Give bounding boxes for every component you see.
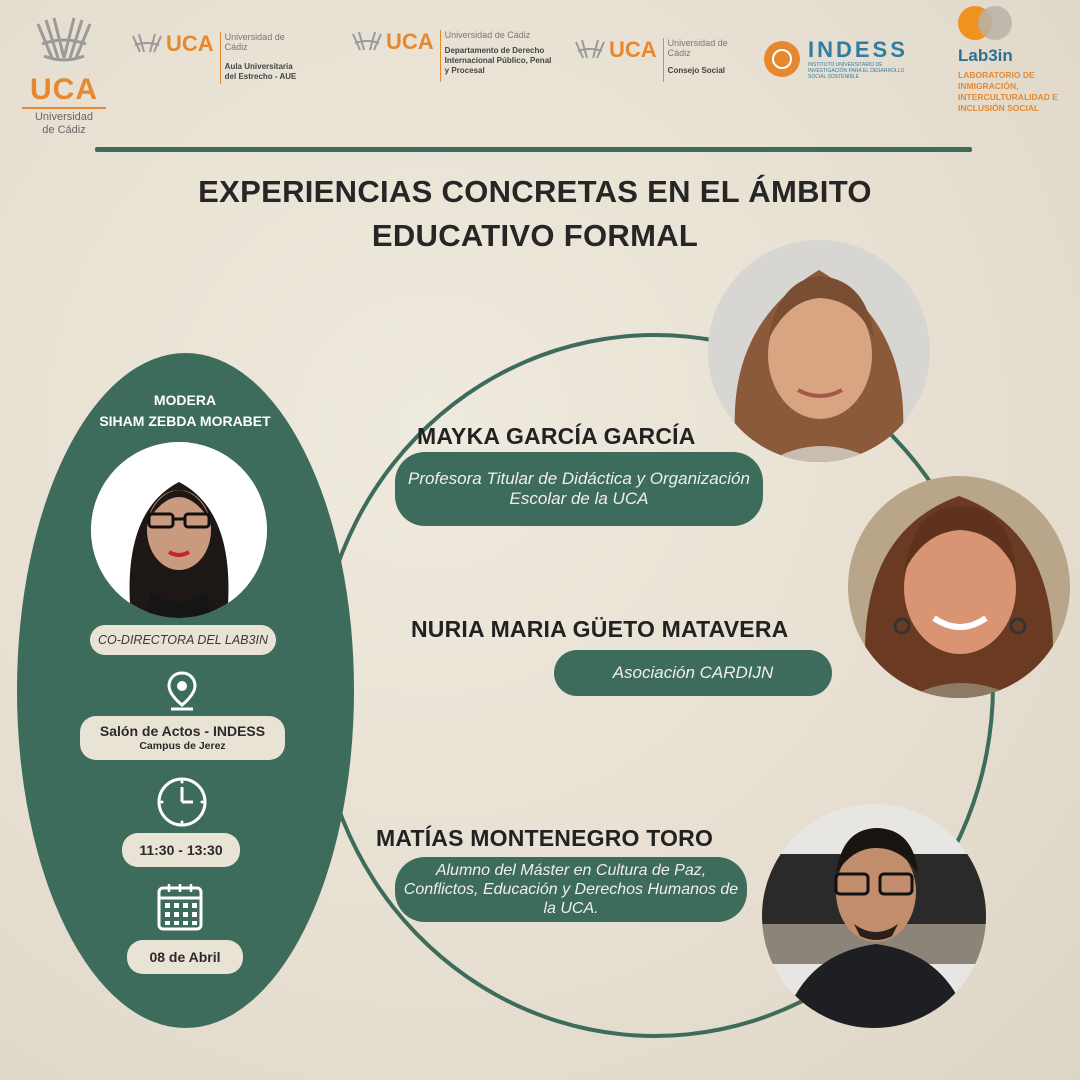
speaker-2-portrait-icon [848,476,1070,698]
uca-sub-1: Universidad [34,111,94,123]
speaker-1-role: Profesora Titular de Didáctica y Organización Escolar de la UCA [395,452,763,526]
moderator-role-badge: CO-DIRECTORA DEL LAB3IN [90,625,276,655]
uca-wordmark: UCA [166,31,214,56]
uca-crest-icon [573,38,607,62]
uca-sub-2: de Cádiz [42,124,86,136]
moderator-name: SIHAM ZEBDA MORABET [99,413,271,429]
speaker-2-name: NURIA MARIA GÜETO MATAVERA [411,616,789,642]
logo-department: Aula Universitaria del Estrecho - AUE [224,62,297,81]
speaker-1-photo [708,240,930,462]
lab3in-name: Lab3in [958,46,1013,65]
title-line-2: EDUCATIVO FORMAL [371,218,699,253]
speaker-3-photo [762,804,986,1028]
calendar-icon [156,882,204,932]
uca-crest-icon [350,30,384,54]
location-badge [80,716,285,760]
logo-department: Departamento de Derecho Internacional Público, Penal y Procesal [444,46,552,75]
lab3in-circles-icon [958,6,1018,40]
indess-emblem-icon [764,41,800,77]
location-name: Salón de Actos - INDESS [99,723,266,739]
divider [440,30,441,82]
speaker-2-role: Asociación CARDIJN [554,650,832,696]
uca-main-logo [18,14,110,137]
moderator-portrait-icon [91,442,267,618]
speaker-1-portrait-icon [708,240,930,462]
lab3in-logo [958,6,1068,114]
date-badge: 08 de Abril [127,940,243,974]
indess-tagline: INSTITUTO UNIVERSITARIO DE INVESTIGACIÓN PARA EL DESARROLLO SOCIAL SOSTENIBLE [808,62,905,80]
uca-wordmark: UCA [386,29,434,54]
logo-department: Consejo Social [667,66,726,75]
time-badge: 11:30 - 13:30 [122,833,240,867]
indess-name: INDESS [808,37,908,62]
divider [220,32,221,84]
divider [22,107,106,109]
uca-consejo-logo [573,38,738,82]
indess-logo [764,38,918,80]
uca-aue-logo [130,32,305,84]
moderator-photo [91,442,267,618]
speaker-3-name: MATÍAS MONTENEGRO TORO [376,825,714,851]
uca-wordmark: UCA [609,37,657,62]
speaker-3-role: Alumno del Máster en Cultura de Paz, Conflictos, Educación y Derechos Humanos de la UCA. [395,857,747,922]
header-divider [95,147,972,152]
moderator-heading [60,390,310,432]
lab3in-subtitle: LABORATORIO DE INMIGRACIÓN, INTERCULTURALIDAD E INCLUSIÓN SOCIAL [958,70,1058,113]
speaker-1-name: MAYKA GARCÍA GARCÍA [417,423,696,449]
logo-university: Universidad de Cádiz [444,30,531,40]
uca-dept-logo [350,30,555,82]
title-line-1: EXPERIENCIAS CONCRETAS EN EL ÁMBITO [198,174,872,209]
location-campus: Campus de Jerez [139,740,226,752]
uca-crest-icon [32,14,96,70]
logo-university: Universidad de Cádiz [224,32,285,52]
location-pin-icon [165,671,199,711]
speaker-3-portrait-icon [762,804,986,1028]
clock-icon [155,775,209,829]
speaker-2-photo [848,476,1070,698]
moderator-label: MODERA [153,392,217,408]
logo-university: Universidad de Cádiz [667,38,728,58]
divider [663,38,664,82]
uca-crest-icon [130,32,164,56]
uca-wordmark: UCA [30,73,98,106]
